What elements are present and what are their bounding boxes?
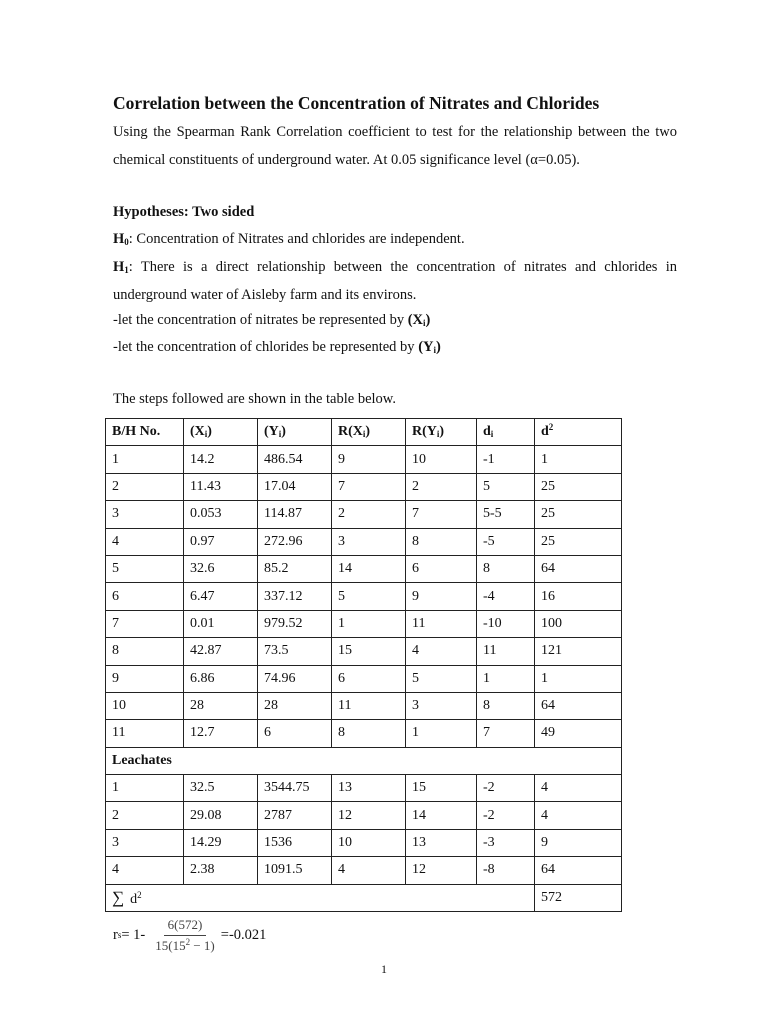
header-rank-y: $R(Y_i)$ (406, 419, 477, 446)
table-cell: -5 (477, 528, 535, 555)
let-x-definition: -let the concentration of nitrates be represented by $(X_i)$ (113, 312, 431, 328)
table-cell: 8 (477, 692, 535, 719)
table-cell: -1 (477, 446, 535, 473)
table-cell: 64 (535, 555, 622, 582)
table-cell: 32.5 (184, 775, 258, 802)
table-cell: 5 (332, 583, 406, 610)
leachates-label: Leachates (106, 747, 622, 774)
table-cell: 4 (332, 857, 406, 884)
table-row (106, 665, 622, 692)
table-cell: 12 (332, 802, 406, 829)
alternative-hypothesis: $H_1$: There is a direct relationship between the concentration of nitrates and chlorides in underground water of Aisleby farm and its environs. (113, 259, 677, 303)
table-cell: 13 (332, 775, 406, 802)
table-cell: 2 (406, 473, 477, 500)
table-cell: 8 (332, 720, 406, 747)
table-cell: 25 (535, 528, 622, 555)
table-row (106, 501, 622, 528)
table-cell: 32.6 (184, 555, 258, 582)
table-cell: 49 (535, 720, 622, 747)
spearman-formula: r s = 1- $\frac{6(572)}{15(15^2 - 1)}$ =-0.021 (113, 916, 267, 953)
table-cell: 14.2 (184, 446, 258, 473)
table-cell: -8 (477, 857, 535, 884)
table-row (106, 692, 622, 719)
table-cell: 17.04 (258, 473, 332, 500)
table-row (106, 857, 622, 884)
table-cell: 4 (406, 638, 477, 665)
table-cell: 2 (106, 802, 184, 829)
table-cell: 4 (106, 528, 184, 555)
table-cell: 9 (535, 829, 622, 856)
table-cell: -2 (477, 775, 535, 802)
header-x: $(X_i)$ (184, 419, 258, 446)
table-cell: 14 (332, 555, 406, 582)
table-cell: 5-5 (477, 501, 535, 528)
let-y-definition: -let the concentration of chlorides be represented by $(Y_i)$ (113, 339, 441, 355)
table-cell: 6 (332, 665, 406, 692)
table-cell: 12.7 (184, 720, 258, 747)
table-cell: 7 (332, 473, 406, 500)
table-cell: 15 (332, 638, 406, 665)
table-cell: 25 (535, 473, 622, 500)
table-cell: 3 (406, 692, 477, 719)
table-cell: 42.87 (184, 638, 258, 665)
table-cell: 12 (406, 857, 477, 884)
table-cell: -4 (477, 583, 535, 610)
header-rank-x: $R(X_i)$ (332, 419, 406, 446)
table-cell: 64 (535, 857, 622, 884)
table-cell: 3544.75 (258, 775, 332, 802)
table-cell: 1 (406, 720, 477, 747)
table-cell: 11 (332, 692, 406, 719)
table-cell: 29.08 (184, 802, 258, 829)
table-cell: 1 (106, 446, 184, 473)
table-row (106, 829, 622, 856)
table-cell: 10 (406, 446, 477, 473)
table-cell: 14 (406, 802, 477, 829)
table-cell: 28 (258, 692, 332, 719)
table-cell: 85.2 (258, 555, 332, 582)
table-cell: 2 (332, 501, 406, 528)
page-number: 1 (381, 962, 387, 976)
borehole-rows (106, 446, 622, 747)
table-cell: 1 (477, 665, 535, 692)
table-cell: 2787 (258, 802, 332, 829)
table-row (106, 638, 622, 665)
table-cell: 6 (106, 583, 184, 610)
table-cell: -2 (477, 802, 535, 829)
table-row (106, 802, 622, 829)
table-row (106, 528, 622, 555)
table-cell: 14.29 (184, 829, 258, 856)
table-cell: 1 (332, 610, 406, 637)
null-hypothesis: $H_0$: Concentration of Nitrates and chlorides are independent. (113, 231, 465, 247)
header-d-squared: $d^2$ (535, 419, 622, 446)
intro-paragraph: Using the Spearman Rank Correlation coefficient to test for the relationship between the two chemical constituents of underground water. At 0.05 significance level (α=0.05). (113, 124, 677, 168)
header-d: $d_i$ (477, 419, 535, 446)
table-cell: 337.12 (258, 583, 332, 610)
table-cell: 9 (106, 665, 184, 692)
table-cell: 3 (106, 829, 184, 856)
table-cell: 5 (106, 555, 184, 582)
formula-result: =-0.021 (220, 926, 267, 943)
table-cell: 8 (106, 638, 184, 665)
table-header-row (106, 419, 622, 446)
formula-fraction (151, 917, 219, 954)
table-cell: 3 (106, 501, 184, 528)
table-cell: 100 (535, 610, 622, 637)
table-cell: 5 (477, 473, 535, 500)
hypotheses-heading: Hypotheses: Two sided (113, 204, 255, 220)
section-row (106, 747, 622, 774)
table-cell: 5 (406, 665, 477, 692)
spearman-rank-table (105, 418, 622, 912)
table-cell: 1 (106, 775, 184, 802)
table-cell: 6.86 (184, 665, 258, 692)
table-cell: 11 (106, 720, 184, 747)
table-cell: 6.47 (184, 583, 258, 610)
leachate-rows (106, 775, 622, 885)
table-cell: 272.96 (258, 528, 332, 555)
table-cell: 4 (106, 857, 184, 884)
table-cell: 11 (477, 638, 535, 665)
table-cell: 6 (406, 555, 477, 582)
table-cell: 1091.5 (258, 857, 332, 884)
table-cell: 15 (406, 775, 477, 802)
table-cell: 13 (406, 829, 477, 856)
table-cell: 11.43 (184, 473, 258, 500)
table-cell: -10 (477, 610, 535, 637)
table-cell: 10 (106, 692, 184, 719)
table-cell: 28 (184, 692, 258, 719)
table-row (106, 473, 622, 500)
table-cell: 0.01 (184, 610, 258, 637)
table-row (106, 610, 622, 637)
sum-label: ∑ $d^2$ (106, 884, 535, 911)
table-cell: 74.96 (258, 665, 332, 692)
table-row (106, 583, 622, 610)
table-cell: -3 (477, 829, 535, 856)
sum-row (106, 884, 622, 911)
table-cell: 7 (477, 720, 535, 747)
table-cell: 0.97 (184, 528, 258, 555)
table-cell: 73.5 (258, 638, 332, 665)
formula-denominator: $15(15^2 - 1)$ (155, 936, 215, 953)
page-title: Correlation between the Concentration of Nitrates and Chlorides (113, 93, 600, 113)
table-cell: 9 (406, 583, 477, 610)
table-cell: 4 (535, 802, 622, 829)
formula-numerator: 6(572) (164, 917, 207, 936)
sum-value: 572 (535, 884, 622, 911)
table-cell: 979.52 (258, 610, 332, 637)
table-cell: 1 (535, 446, 622, 473)
table-cell: 25 (535, 501, 622, 528)
header-y: $(Y_i)$ (258, 419, 332, 446)
table-cell: 1 (535, 665, 622, 692)
table-cell: 7 (106, 610, 184, 637)
table-cell: 121 (535, 638, 622, 665)
table-cell: 1536 (258, 829, 332, 856)
header-bh-no: B/H No. (106, 419, 184, 446)
table-cell: 64 (535, 692, 622, 719)
table-row (106, 720, 622, 747)
table-cell: 114.87 (258, 501, 332, 528)
table-cell: 4 (535, 775, 622, 802)
table-cell: 10 (332, 829, 406, 856)
table-cell: 2.38 (184, 857, 258, 884)
table-cell: 0.053 (184, 501, 258, 528)
table-cell: 16 (535, 583, 622, 610)
table-row (106, 775, 622, 802)
table-cell: 3 (332, 528, 406, 555)
table-cell: 6 (258, 720, 332, 747)
table-cell: 9 (332, 446, 406, 473)
table-cell: 8 (406, 528, 477, 555)
table-cell: 2 (106, 473, 184, 500)
table-intro: The steps followed are shown in the table below. (113, 391, 396, 407)
table-cell: 7 (406, 501, 477, 528)
table-row (106, 446, 622, 473)
table-cell: 8 (477, 555, 535, 582)
table-cell: 486.54 (258, 446, 332, 473)
table-row (106, 555, 622, 582)
table-cell: 11 (406, 610, 477, 637)
